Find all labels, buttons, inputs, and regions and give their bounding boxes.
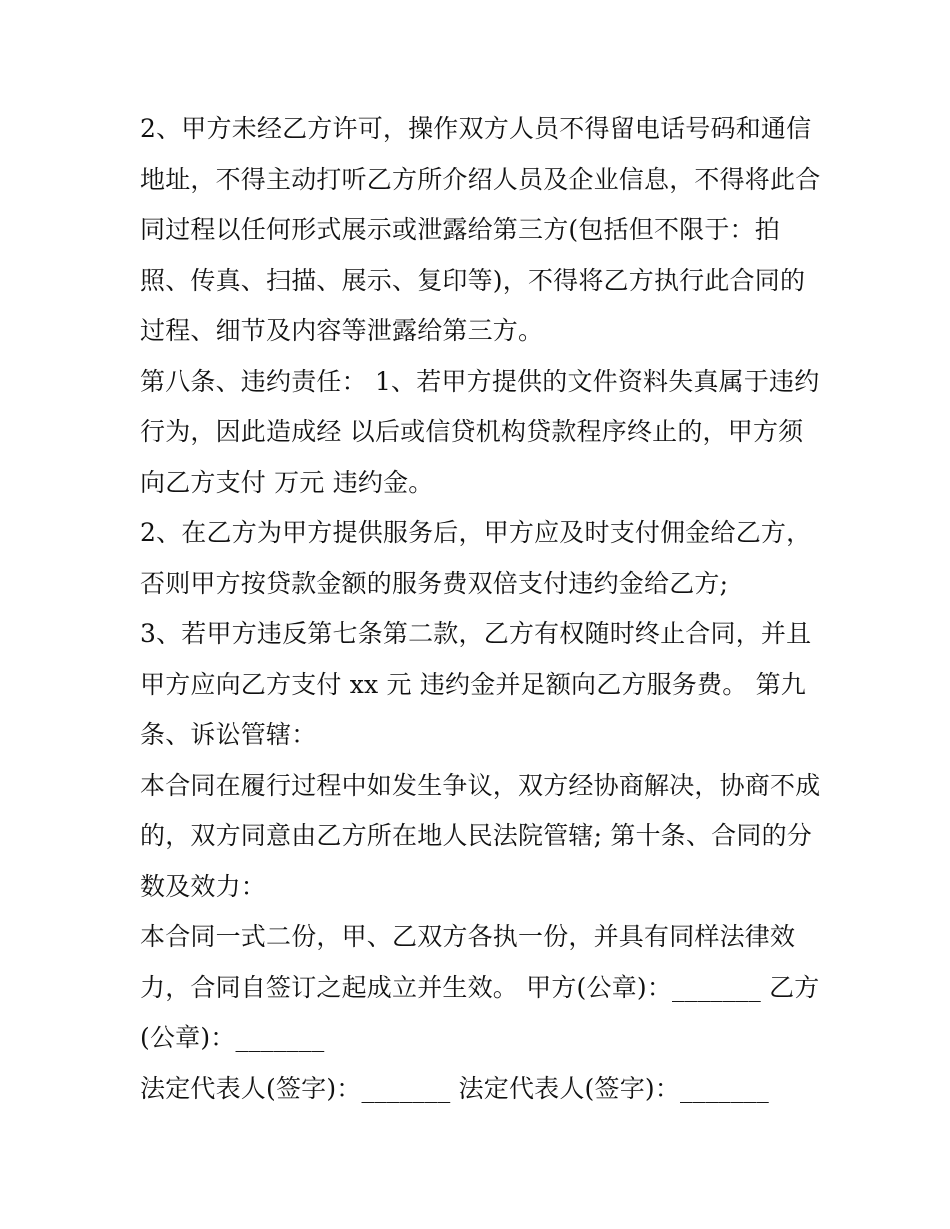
text-line: 本合同在履行过程中如发生争议，双方经协商解决，协商不成: [140, 770, 821, 800]
text-line: 照、传真、扫描、展示、复印等)，不得将乙方执行此合同的: [140, 265, 806, 295]
text-line: 过程、细节及内容等泄露给第三方。: [140, 316, 544, 345]
text-line: 本合同一式二份，甲、乙双方各执一份，并具有同样法律效: [140, 922, 796, 951]
text-line: 同过程以任何形式展示或泄露给第三方(包括但不限于：拍: [140, 215, 780, 244]
text-line: 2、在乙方为甲方提供服务后，甲方应及时支付佣金给乙方，: [140, 518, 812, 547]
text-line: 数及效力：: [140, 871, 267, 901]
text-line: 地址，不得主动打听乙方所介绍人员及企业信息，不得将此合: [140, 164, 821, 194]
text-line: 甲方应向乙方支付 xx 元 违约金并足额向乙方服务费。 第九: [140, 669, 806, 699]
text-line: 行为，因此造成经 以后或信贷机构贷款程序终止的，甲方须: [140, 417, 804, 446]
text-line: (公章)：_______: [140, 1023, 325, 1052]
text-line: 2、甲方未经乙方许可，操作双方人员不得留电话号码和通信: [140, 114, 812, 143]
text-line: 法定代表人(签字)：_______ 法定代表人(签字)：_______: [140, 1073, 769, 1103]
text-line: 力，合同自签订之起成立并生效。 甲方(公章)：_______ 乙方: [140, 972, 820, 1002]
text-line: 3、若甲方违反第七条第二款，乙方有权随时终止合同，并且: [140, 619, 812, 648]
text-line: 第八条、违约责任： 1、若甲方提供的文件资料失真属于违约: [140, 366, 820, 396]
text-line: 否则甲方按贷款金额的服务费双倍支付违约金给乙方;: [140, 568, 729, 598]
text-line: 向乙方支付 万元 违约金。: [140, 467, 434, 497]
text-line: 条、诉讼管辖：: [140, 720, 317, 749]
document-body: [140, 104, 820, 1114]
text-line: 的，双方同意由乙方所在地人民法院管辖; 第十条、合同的分: [140, 821, 812, 850]
